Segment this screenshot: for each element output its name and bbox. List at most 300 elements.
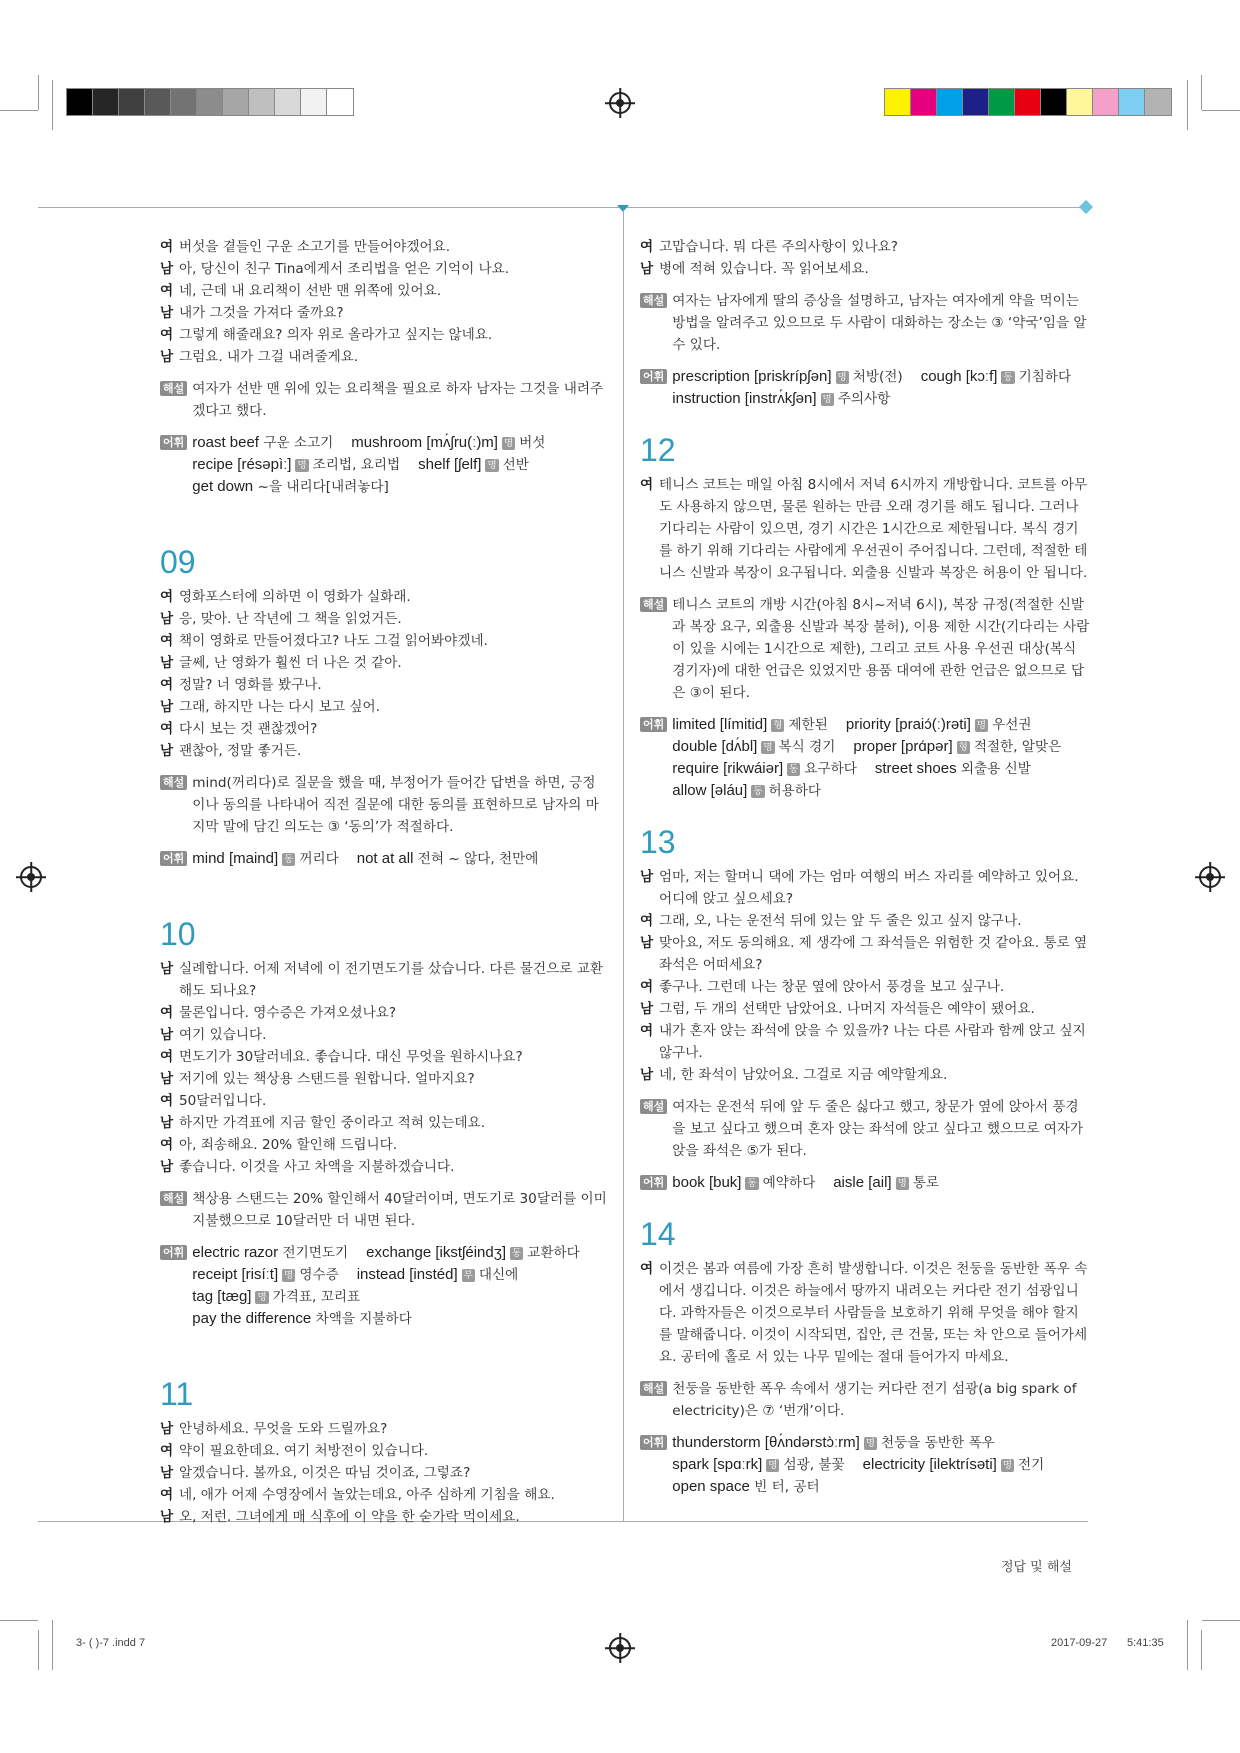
dialog-line (640, 866, 1090, 910)
dialog-line (160, 740, 608, 762)
vocabulary-meaning: 교환하다 (527, 1245, 580, 1261)
vocabulary-list (672, 366, 1090, 410)
dialog-text: 책이 영화로 만들어졌다고? 나도 그걸 읽어봐야겠네. (179, 633, 488, 649)
swatch (1015, 89, 1041, 115)
speaker-label: 여 (640, 1261, 654, 1277)
vocabulary-tag: 어휘 (640, 369, 667, 384)
swatch (275, 89, 301, 115)
speaker-label: 남 (640, 1001, 654, 1017)
question-number: 09 (160, 544, 196, 580)
vocabulary-meaning: 전기면도기 (282, 1245, 349, 1261)
question-number: 14 (640, 1216, 676, 1252)
speaker-label: 여 (160, 1093, 174, 1109)
dialog-text: 그래, 하지만 나는 다시 보고 싶어. (179, 699, 380, 715)
vocabulary-item (357, 848, 539, 870)
dialog-text: 엄마, 저는 할머니 댁에 가는 엄마 여행의 버스 자리를 예약하고 있어요. 어디에 앉고 싶으세요? (659, 869, 1079, 907)
dialog-line (160, 1418, 608, 1440)
explanation-text: 여자는 남자에게 딸의 증상을 설명하고, 남자는 여자에게 약을 먹이는 방법을 알려주고 있으므로 두 사람이 대화하는 장소는 ③ ‘약국’임을 알 수 있다. (672, 293, 1087, 353)
dialog-line (640, 976, 1090, 998)
speaker-label: 남 (160, 1071, 174, 1087)
swatch (145, 89, 171, 115)
dialog-line (160, 1068, 608, 1090)
vocabulary-item (672, 780, 821, 802)
vocabulary-meaning: ~을 내리다[내려놓다] (257, 479, 389, 495)
part-of-speech-badge: 명 (768, 1460, 778, 1471)
vocabulary-meaning: 주의사항 (837, 391, 891, 407)
speaker-label: 남 (160, 1421, 174, 1437)
vocabulary-word: open space (672, 1478, 750, 1495)
vocabulary (160, 1242, 608, 1330)
speaker-label: 여 (640, 239, 654, 255)
vocabulary (640, 1432, 1090, 1498)
registration-mark-icon (609, 1637, 631, 1659)
part-of-speech-badge: 부 (463, 1270, 473, 1281)
part-of-speech-badge: 명 (837, 372, 847, 383)
vocabulary-item (875, 758, 1031, 780)
vocabulary-meaning: 가격표, 꼬리표 (272, 1289, 361, 1305)
swatch (327, 89, 353, 115)
crop-mark (1187, 1620, 1188, 1670)
dialog-line (160, 1484, 608, 1506)
dialog-line (640, 474, 1090, 584)
vocabulary-item (672, 1432, 994, 1454)
dialog-text: 정말? 너 영화를 봤구나. (179, 677, 322, 693)
dialog-line (160, 718, 608, 740)
speaker-label: 여 (160, 1137, 174, 1153)
speaker-label: 여 (640, 477, 654, 493)
explanation (160, 1188, 608, 1232)
dialog-line (160, 1002, 608, 1024)
part-of-speech-badge: 명 (284, 1270, 294, 1281)
vocabulary-item (672, 714, 828, 736)
crop-mark (38, 1630, 39, 1670)
vocabulary-word: roast beef (192, 434, 259, 451)
vocabulary-word: book [buk] (672, 1174, 742, 1191)
vocabulary-row (192, 432, 608, 454)
dialog (160, 1418, 608, 1528)
crop-mark (1187, 80, 1188, 130)
vocabulary-item (192, 1242, 348, 1264)
vocabulary-item (672, 1454, 844, 1476)
dialog-line (640, 1020, 1090, 1064)
vocabulary-list (672, 714, 1090, 802)
speaker-label: 여 (160, 633, 174, 649)
vocabulary-list (192, 432, 608, 498)
part-of-speech-badge: 명 (297, 460, 307, 471)
dialog-line (160, 1024, 608, 1046)
swatch (119, 89, 145, 115)
speaker-label: 남 (640, 261, 654, 277)
dialog-text: 물론입니다. 영수증은 가져오셨나요? (179, 1005, 397, 1021)
dialog (160, 586, 608, 762)
question-number: 11 (160, 1376, 194, 1412)
dialog-text: 괜찮아, 정말 좋거든. (179, 743, 302, 759)
vocabulary (640, 1172, 1090, 1194)
explanation-tag: 해설 (160, 775, 187, 790)
explanation-text: 책상용 스탠드는 20% 할인해서 40달러이며, 면도기로 30달러를 이미 지불했으므로 10달러만 더 내면 된다. (192, 1191, 607, 1229)
speaker-label: 여 (160, 721, 174, 737)
dialog-line (160, 324, 608, 346)
section-label: 정답 및 해설 (1000, 1560, 1072, 1575)
speaker-label: 남 (160, 305, 174, 321)
dialog-text: 좋구나. 그런데 나는 창문 옆에 앉아서 풍경을 보고 싶구나. (659, 979, 1005, 995)
speaker-label: 남 (160, 1027, 174, 1043)
vocabulary-meaning: 전혀 ~ 않다, 천만에 (417, 851, 539, 867)
vocabulary-row (672, 388, 1090, 410)
crop-mark (0, 1620, 38, 1621)
dialog-line (160, 236, 608, 258)
vocabulary (640, 714, 1090, 802)
vocabulary-item (351, 432, 545, 454)
part-of-speech-badge: 명 (976, 720, 987, 731)
vocabulary-tag: 어휘 (160, 851, 187, 866)
crop-mark (1201, 75, 1202, 110)
explanation (640, 1096, 1090, 1162)
vocabulary-row (672, 1432, 1090, 1454)
dialog-line (160, 302, 608, 324)
vocabulary-list (192, 848, 608, 870)
vocabulary-item (418, 454, 529, 476)
swatch (1067, 89, 1093, 115)
dialog-text: 아, 죄송해요. 20% 할인해 드립니다. (179, 1137, 398, 1153)
vocabulary-row (672, 780, 1090, 802)
explanation-tag: 해설 (160, 1191, 187, 1206)
speaker-label: 남 (160, 1509, 174, 1525)
vocabulary-item (192, 848, 338, 870)
part-of-speech-badge: 형 (958, 742, 968, 753)
dialog-line (640, 258, 1090, 280)
explanation-text: 여자는 운전석 뒤에 앞 두 줄은 싫다고 했고, 창문가 옆에 앉아서 풍경을 보고 싶다고 했으며 혼자 앉는 좌석에 앉고 싶다고 했으므로 여자가 앉을 좌석은 ⑤가 된다. (672, 1099, 1084, 1159)
vocabulary-item (192, 454, 400, 476)
registration-mark-icon (1199, 866, 1221, 888)
vocabulary-word: prescription [priskrípʃən] (672, 368, 832, 385)
dialog-line (160, 1440, 608, 1462)
explanation-text: mind(꺼리다)로 질문을 했을 때, 부정어가 들어간 답변을 하면, 긍정이나 동의를 나타내어 직전 질문에 대한 동의를 표현하므로 남자의 마지막 말에 담긴 의도는 ③ ‘동의’가 적절하다. (192, 775, 599, 835)
speaker-label: 남 (160, 961, 174, 977)
vocabulary-word: aisle [ail] (833, 1174, 892, 1191)
explanation-text: 천둥을 동반한 폭우 속에서 생기는 커다란 전기 섬광(a big spark of electricity)은 ⑦ ‘번개’이다. (672, 1381, 1077, 1419)
vocabulary-item (833, 1172, 939, 1194)
speaker-label: 여 (160, 677, 174, 693)
vocabulary-row (192, 848, 608, 870)
dialog-text: 면도기가 30달러네요. 좋습니다. 대신 무엇을 원하시나요? (179, 1049, 523, 1065)
speaker-label: 여 (640, 979, 654, 995)
vocabulary-meaning: 구운 소고기 (263, 435, 334, 451)
vocabulary-row (672, 758, 1090, 780)
swatch (1145, 89, 1171, 115)
crop-mark (1202, 1620, 1240, 1621)
dialog-text: 네, 한 좌석이 남았어요. 그걸로 지금 예약할게요. (659, 1067, 948, 1083)
vocabulary-meaning: 처방(전) (852, 369, 903, 385)
vocabulary-item (672, 388, 890, 410)
vocabulary-meaning: 예약하다 (762, 1175, 816, 1191)
dialog-line (640, 932, 1090, 976)
vocabulary-list (192, 1242, 608, 1330)
vocabulary-row (672, 1454, 1090, 1476)
vocabulary-row (672, 366, 1090, 388)
part-of-speech-badge: 동 (284, 854, 294, 865)
crop-mark (0, 110, 38, 111)
vocabulary-row (192, 1264, 608, 1286)
vocabulary-list (672, 1432, 1090, 1498)
vocabulary-item (192, 432, 333, 454)
speaker-label: 여 (160, 239, 174, 255)
swatch (171, 89, 197, 115)
vocabulary-word: receipt [risíːt] (192, 1266, 279, 1283)
vocabulary-meaning: 빈 터, 공터 (754, 1479, 820, 1495)
vocabulary-meaning: 천둥을 동반한 폭우 (881, 1435, 995, 1451)
vocabulary-row (192, 1286, 608, 1330)
speaker-label: 여 (160, 1487, 174, 1503)
speaker-label: 여 (160, 1049, 174, 1065)
vocabulary-meaning: 조리법, 요리법 (312, 457, 401, 473)
speaker-label: 남 (640, 935, 654, 951)
registration-mark-icon (20, 866, 42, 888)
explanation-tag: 해설 (640, 1099, 667, 1114)
dialog-text: 이것은 봄과 여름에 가장 흔히 발생합니다. 이것은 천둥을 동반한 폭우 속에서 생깁니다. 이것은 하늘에서 땅까지 내려오는 커다란 전기 섬광입니다. 과학자들은 이것으로부터 사람들을 보호하기 위해 무엇을 해야 할지를 말해줍니다. 이것이 시작되면, 집안, 큰 건물, 또는 차 안으로 들어가세요. 공터에 홀로 서 있는 나무 밑에는 절대 들어가지 마세요. (659, 1261, 1088, 1365)
dialog (640, 236, 1090, 280)
dialog-line (160, 1046, 608, 1068)
swatch (301, 89, 327, 115)
grayscale-bar (66, 88, 354, 116)
speaker-label: 여 (160, 589, 174, 605)
vocabulary-tag: 어휘 (640, 1175, 667, 1190)
speaker-label: 여 (640, 1023, 654, 1039)
dialog-text: 하지만 가격표에 지금 할인 중이라고 적혀 있는데요. (179, 1115, 486, 1131)
vocabulary-word: exchange [ikstʃéindʒ] (366, 1244, 507, 1261)
vocabulary-row (672, 736, 1090, 758)
vocabulary-item (853, 736, 1061, 758)
vocabulary-word: spark [spɑːrk] (672, 1456, 763, 1473)
vocabulary-meaning: 선반 (502, 457, 529, 473)
swatch (249, 89, 275, 115)
vocabulary-word: recipe [résəpìː] (192, 456, 292, 473)
dialog-line (640, 236, 1090, 258)
vocabulary-meaning: 제한된 (788, 717, 828, 733)
dialog-line (160, 1112, 608, 1134)
part-of-speech-badge: 명 (487, 460, 497, 471)
dialog-text: 고맙습니다. 뭐 다른 주의사항이 있나요? (659, 239, 898, 255)
dialog-line (160, 258, 608, 280)
vocabulary (640, 366, 1090, 410)
dialog-text: 응, 맞아. 난 작년에 그 책을 읽었거든. (179, 611, 402, 627)
speaker-label: 여 (160, 1443, 174, 1459)
vocabulary-row (192, 476, 608, 498)
dialog-line (160, 630, 608, 652)
explanation (160, 772, 608, 838)
dialog-text: 아, 당신이 친구 Tina에게서 조리법을 얻은 기억이 나요. (179, 261, 510, 277)
part-of-speech-badge: 명 (1002, 1460, 1013, 1471)
dialog-line (160, 1090, 608, 1112)
explanation-tag: 해설 (640, 293, 667, 308)
dialog (160, 236, 608, 368)
explanation (160, 378, 608, 422)
speaker-label: 남 (160, 261, 174, 277)
vocabulary-word: pay the difference (192, 1310, 312, 1327)
swatch (1041, 89, 1067, 115)
vocabulary-meaning: 우선권 (992, 717, 1032, 733)
dialog-text: 병에 적혀 있습니다. 꼭 읽어보세요. (659, 261, 869, 277)
dialog (640, 1258, 1090, 1368)
dialog-text: 다시 보는 것 괜찮겠어? (179, 721, 318, 737)
speaker-label: 남 (160, 611, 174, 627)
dialog-text: 저기에 있는 책상용 스탠드를 원합니다. 얼마지요? (179, 1071, 475, 1087)
speaker-label: 남 (160, 1465, 174, 1481)
speaker-label: 남 (160, 655, 174, 671)
swatch (963, 89, 989, 115)
dialog-text: 여기 있습니다. (179, 1027, 267, 1043)
dialog-text: 그렇게 해줄래요? 의자 위로 올라가고 싶지는 않네요. (179, 327, 493, 343)
question-number: 12 (640, 432, 676, 468)
dialog-text: 내가 혼자 앉는 좌석에 앉을 수 있을까? 나는 다른 사람과 함께 앉고 싶지 않구나. (659, 1023, 1086, 1061)
vocabulary-meaning: 전기 (1018, 1457, 1045, 1473)
swatch (937, 89, 963, 115)
vocabulary-item (672, 736, 835, 758)
vocabulary-word: priority [praiɔ́(ː)rəti] (845, 716, 971, 733)
dialog-text: 네, 근데 내 요리책이 선반 맨 위쪽에 있어요. (179, 283, 442, 299)
swatch (911, 89, 937, 115)
crop-mark (1201, 1630, 1202, 1670)
vocabulary (160, 432, 608, 498)
speaker-label: 남 (160, 699, 174, 715)
dialog-line (160, 1134, 608, 1156)
swatch (67, 89, 93, 115)
part-of-speech-badge: 명 (865, 1438, 876, 1449)
dialog-text: 안녕하세요. 무엇을 도와 드릴까요? (179, 1421, 388, 1437)
vocabulary-word: allow [əláu] (672, 782, 748, 799)
part-of-speech-badge: 동 (753, 786, 763, 797)
dialog-text: 맞아요, 저도 동의해요. 제 생각에 그 좌석들은 위험한 것 같아요. 통로 옆 좌석은 어떠세요? (659, 935, 1088, 973)
part-of-speech-badge: 동 (512, 1248, 522, 1259)
crop-mark (52, 1620, 53, 1670)
dialog-line (640, 1258, 1090, 1368)
dialog-line (160, 696, 608, 718)
vocabulary-tag: 어휘 (160, 1245, 187, 1260)
vocabulary-word: cough [kɔːf] (920, 368, 998, 385)
registration-mark-icon (609, 92, 631, 114)
vocabulary-word: electric razor (192, 1244, 279, 1261)
dialog-line (160, 608, 608, 630)
part-of-speech-badge: 명 (822, 394, 832, 405)
right-column (640, 236, 1090, 1498)
explanation-text: 테니스 코트의 개방 시간(아침 8시~저녁 6시), 복장 규정(적절한 신발과 복장 요구, 외출용 신발과 복장 불허), 이용 제한 시간(기다리는 사람이 있을 시에는 1시간으로 제한), 그리고 코트 사용 우선권 대상(복식 경기자)에 대한 언급은 있었지만 용품 대여에 관한 언급은 없으므로 답은 ③이 된다. (672, 597, 1090, 701)
vocabulary-row (192, 454, 608, 476)
part-of-speech-badge: 명 (763, 742, 773, 753)
question-number: 13 (640, 824, 676, 860)
vocabulary-row (672, 1476, 1090, 1498)
vocabulary-item (357, 1264, 519, 1286)
speaker-label: 여 (160, 283, 174, 299)
vocabulary-meaning: 섬광, 불꽃 (783, 1457, 845, 1473)
part-of-speech-badge: 동 (747, 1178, 757, 1189)
vocabulary-word: electricity [ilektrísəti] (862, 1456, 997, 1473)
speaker-label: 여 (160, 327, 174, 343)
vocabulary-word: proper [prɑ́pər] (853, 738, 953, 755)
explanation-tag: 해설 (640, 1381, 667, 1396)
vocabulary-item (846, 714, 1032, 736)
dialog-line (160, 958, 608, 1002)
vocabulary-list (672, 1172, 1090, 1194)
speaker-label: 여 (640, 913, 654, 929)
speaker-label: 남 (160, 743, 174, 759)
vocabulary-item (192, 1308, 412, 1330)
vocabulary-word: get down (192, 478, 254, 495)
part-of-speech-badge: 명 (897, 1178, 907, 1189)
vocabulary-item (921, 366, 1071, 388)
explanation (640, 1378, 1090, 1422)
vocabulary-meaning: 영수증 (299, 1267, 339, 1283)
dialog-text: 50달러입니다. (179, 1093, 267, 1109)
dialog-text: 오, 저런. 그녀에게 매 식후에 이 약을 한 숟가락 먹이세요. (179, 1509, 520, 1525)
vocabulary-word: mind [maind] (192, 850, 279, 867)
dialog-line (160, 1156, 608, 1178)
vocabulary-meaning: 꺼리다 (299, 851, 339, 867)
vocabulary-word: instruction [instrʌ́kʃən] (672, 390, 817, 407)
slug-time: 5:41:35 (1127, 1637, 1164, 1649)
explanation-tag: 해설 (160, 381, 187, 396)
top-rule (38, 207, 1088, 208)
dialog-text: 테니스 코트는 매일 아침 8시에서 저녁 6시까지 개방합니다. 코트를 아무도 사용하지 않으면, 물론 원하는 만큼 오래 경기를 해도 됩니다. 그러나 기다리는 사람이 있으면, 경기 시간은 1시간으로 제한됩니다. 복식 경기를 하기 위해 기다리는 사람에게 우선권이 주어집니다. 그런데, 적절한 테니스 신발과 복장이 요구됩니다. 외출용 신발과 복장은 허용이 안 됩니다. (659, 477, 1088, 581)
dialog-line (160, 652, 608, 674)
dialog-text: 그래, 오, 나는 운전석 뒤에 있는 앞 두 줄은 있고 싶지 않구나. (659, 913, 1022, 929)
column-divider (623, 210, 624, 1522)
top-rule-diamond-icon (1079, 200, 1093, 214)
dialog-line (160, 674, 608, 696)
dialog (640, 866, 1090, 1086)
part-of-speech-badge: 명 (503, 438, 514, 449)
vocabulary-word: instead [instéd] (356, 1266, 458, 1283)
vocabulary-row (192, 1242, 608, 1264)
speaker-label: 남 (160, 1159, 174, 1175)
vocabulary-item (366, 1242, 580, 1264)
vocabulary-item (192, 1286, 360, 1308)
dialog-text: 네, 애가 어제 수영장에서 놀았는데요, 아주 심하게 기침을 해요. (179, 1487, 555, 1503)
slug-date: 2017-09-27 (1051, 1637, 1108, 1649)
swatch (223, 89, 249, 115)
explanation (640, 290, 1090, 356)
explanation (640, 594, 1090, 704)
dialog-text: 좋습니다. 이것을 사고 차액을 지불하겠습니다. (179, 1159, 455, 1175)
dialog-text: 실례합니다. 어제 저녁에 이 전기면도기를 샀습니다. 다른 물건으로 교환해도 되나요? (179, 961, 604, 999)
vocabulary-row (672, 1172, 1090, 1194)
vocabulary-meaning: 기침하다 (1018, 369, 1072, 385)
dialog-text: 영화포스터에 의하면 이 영화가 실화래. (179, 589, 411, 605)
vocabulary-item (192, 1264, 338, 1286)
vocabulary-item (672, 366, 902, 388)
vocabulary-meaning: 요구하다 (804, 761, 857, 777)
vocabulary-meaning: 버섯 (519, 435, 546, 451)
vocabulary-word: limited [límitid] (672, 716, 768, 733)
vocabulary (160, 848, 608, 870)
dialog-text: 글쎄, 난 영화가 훨씬 더 나은 것 같아. (179, 655, 402, 671)
dialog-line (640, 998, 1090, 1020)
vocabulary-tag: 어휘 (160, 435, 187, 450)
dialog-line (640, 1064, 1090, 1086)
vocabulary-meaning: 통로 (912, 1175, 940, 1191)
explanation-text: 여자가 선반 맨 위에 있는 요리책을 필요로 하자 남자는 그것을 내려주겠다고 했다. (192, 381, 604, 419)
vocabulary-item (192, 476, 389, 498)
speaker-label: 남 (160, 349, 174, 365)
crop-mark (38, 75, 39, 110)
dialog-text: 내가 그것을 가져다 줄까요? (179, 305, 344, 321)
part-of-speech-badge: 동 (789, 764, 799, 775)
swatch (1093, 89, 1119, 115)
vocabulary-tag: 어휘 (640, 717, 667, 732)
dialog (160, 958, 608, 1178)
dialog-text: 버섯을 곁들인 구운 소고기를 만들어야겠어요. (179, 239, 451, 255)
vocabulary-row (672, 714, 1090, 736)
dialog-line (160, 1462, 608, 1484)
